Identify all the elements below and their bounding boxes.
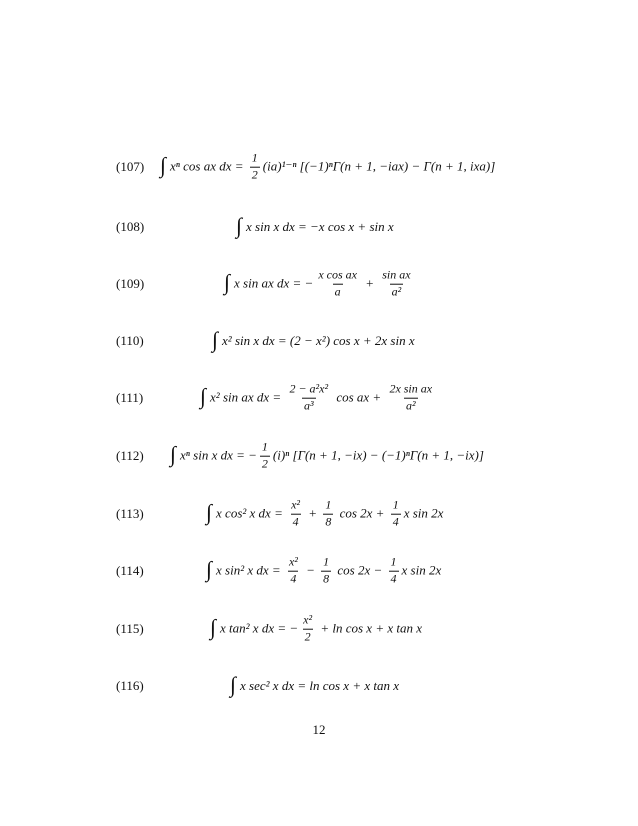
equation-row xyxy=(0,378,638,418)
fraction-numerator: x² xyxy=(288,554,298,569)
equation-formula xyxy=(230,672,399,697)
equation-row xyxy=(0,666,638,706)
formula-text: x sin² x dx = xyxy=(216,563,284,578)
equation-formula xyxy=(210,614,422,645)
integral-sign: ∫ xyxy=(230,672,237,697)
fraction-denominator: 4 xyxy=(292,514,299,529)
fraction-denominator: 4 xyxy=(392,514,399,529)
fraction-numerator: 1 xyxy=(390,554,397,569)
integral-sign: ∫ xyxy=(206,500,213,525)
fraction-numerator: 1 xyxy=(392,497,399,512)
formula-text: x² sin x dx = (2 − x²) cos x + 2x sin x xyxy=(222,333,415,348)
fraction xyxy=(250,152,260,183)
formula-text: x sin x dx = −x cos x + sin x xyxy=(246,219,394,234)
formula-text: + xyxy=(305,506,321,521)
formula-text: x tan² x dx = − xyxy=(220,621,299,636)
integral-sign: ∫ xyxy=(224,270,231,295)
fraction-denominator: 8 xyxy=(325,514,332,529)
fraction-numerator: 1 xyxy=(325,497,332,512)
fraction-numerator: x cos ax xyxy=(318,267,357,282)
formula-text: x sin ax dx = − xyxy=(234,276,314,291)
equation-formula xyxy=(236,213,394,238)
fraction xyxy=(380,269,412,300)
equation-formula xyxy=(224,269,416,300)
fraction-numerator: 2 − a²x² xyxy=(289,381,329,396)
equation-row xyxy=(0,494,638,534)
formula-text: xⁿ sin x dx = − xyxy=(180,448,257,463)
equation-formula xyxy=(170,441,484,472)
fraction xyxy=(391,499,401,530)
fraction-denominator: 4 xyxy=(390,571,397,586)
fraction-denominator: 2 xyxy=(251,167,258,182)
fraction-numerator: 1 xyxy=(251,150,258,165)
equation-formula xyxy=(206,499,443,530)
fraction xyxy=(260,441,270,472)
formula-text: x sec² x dx = ln cos x + x tan x xyxy=(240,678,399,693)
formula-text: cos 2x + xyxy=(336,506,388,521)
equation-row xyxy=(0,609,638,649)
equation-row xyxy=(0,436,638,476)
formula-text: x² sin ax dx = xyxy=(210,390,285,405)
formula-text: + xyxy=(361,276,378,291)
formula-text: (i)ⁿ [Γ(n + 1, −ix) − (−1)ⁿΓ(n + 1, −ix)] xyxy=(272,448,484,463)
equation-row xyxy=(0,321,638,361)
fraction xyxy=(387,383,434,414)
fraction-denominator: a² xyxy=(405,398,416,413)
fraction-numerator: sin ax xyxy=(382,267,411,282)
equation-number: (107) xyxy=(116,159,145,174)
equation-number: (114) xyxy=(116,563,144,578)
fraction-denominator: 2 xyxy=(261,456,268,471)
formula-text: (ia)¹⁻ⁿ [(−1)ⁿΓ(n + 1, −iax) − Γ(n + 1, ixa)] xyxy=(262,159,496,174)
equation-row xyxy=(0,264,638,304)
formula-text: x cos² x dx = xyxy=(216,506,287,521)
fraction-denominator: a² xyxy=(391,284,402,299)
formula-text: cos ax + xyxy=(333,390,385,405)
equation-number: (112) xyxy=(116,448,144,463)
formula-text: x sin 2x xyxy=(403,506,444,521)
equation-number: (116) xyxy=(116,678,144,693)
integral-sign: ∫ xyxy=(210,615,217,640)
equation-row xyxy=(0,551,638,591)
formula-text: cos 2x − xyxy=(334,563,386,578)
integral-sign: ∫ xyxy=(160,153,167,178)
integral-sign: ∫ xyxy=(212,327,219,352)
equation-formula xyxy=(200,383,437,414)
formula-text: x sin 2x xyxy=(401,563,442,578)
formula-text: − xyxy=(302,563,319,578)
fraction-denominator: 8 xyxy=(323,571,330,586)
equation-row xyxy=(0,147,638,187)
fraction xyxy=(287,556,300,587)
formula-text: xⁿ cos ax dx = xyxy=(170,159,247,174)
fraction xyxy=(289,499,302,530)
fraction-numerator: 1 xyxy=(323,554,330,569)
fraction-numerator: 1 xyxy=(261,439,268,454)
integral-sign: ∫ xyxy=(200,384,207,409)
fraction-denominator: 2 xyxy=(304,629,311,644)
equation-formula xyxy=(212,327,415,352)
fraction xyxy=(321,556,331,587)
fraction xyxy=(316,269,359,300)
integral-sign: ∫ xyxy=(236,213,243,238)
equation-formula xyxy=(160,152,495,183)
fraction-numerator: x² xyxy=(291,497,301,512)
fraction xyxy=(389,556,399,587)
equation-number: (109) xyxy=(116,276,145,291)
fraction-numerator: x² xyxy=(303,612,313,627)
formula-text: + ln cos x + x tan x xyxy=(317,621,423,636)
fraction-numerator: 2x sin ax xyxy=(389,381,433,396)
equation-formula xyxy=(206,556,441,587)
fraction xyxy=(301,614,314,645)
equation-row xyxy=(0,207,638,247)
equation-number: (115) xyxy=(116,621,144,636)
fraction-denominator: a³ xyxy=(303,398,314,413)
fraction xyxy=(323,499,333,530)
page-number: 12 xyxy=(312,722,326,737)
fraction-denominator: 4 xyxy=(290,571,297,586)
equation-number: (108) xyxy=(116,219,145,234)
fraction-denominator: a xyxy=(334,284,341,299)
equation-number: (110) xyxy=(116,333,144,348)
integral-sign: ∫ xyxy=(206,557,213,582)
integral-sign: ∫ xyxy=(170,442,177,467)
equation-number: (113) xyxy=(116,506,144,521)
fraction xyxy=(287,383,330,414)
equation-number: (111) xyxy=(116,390,144,405)
